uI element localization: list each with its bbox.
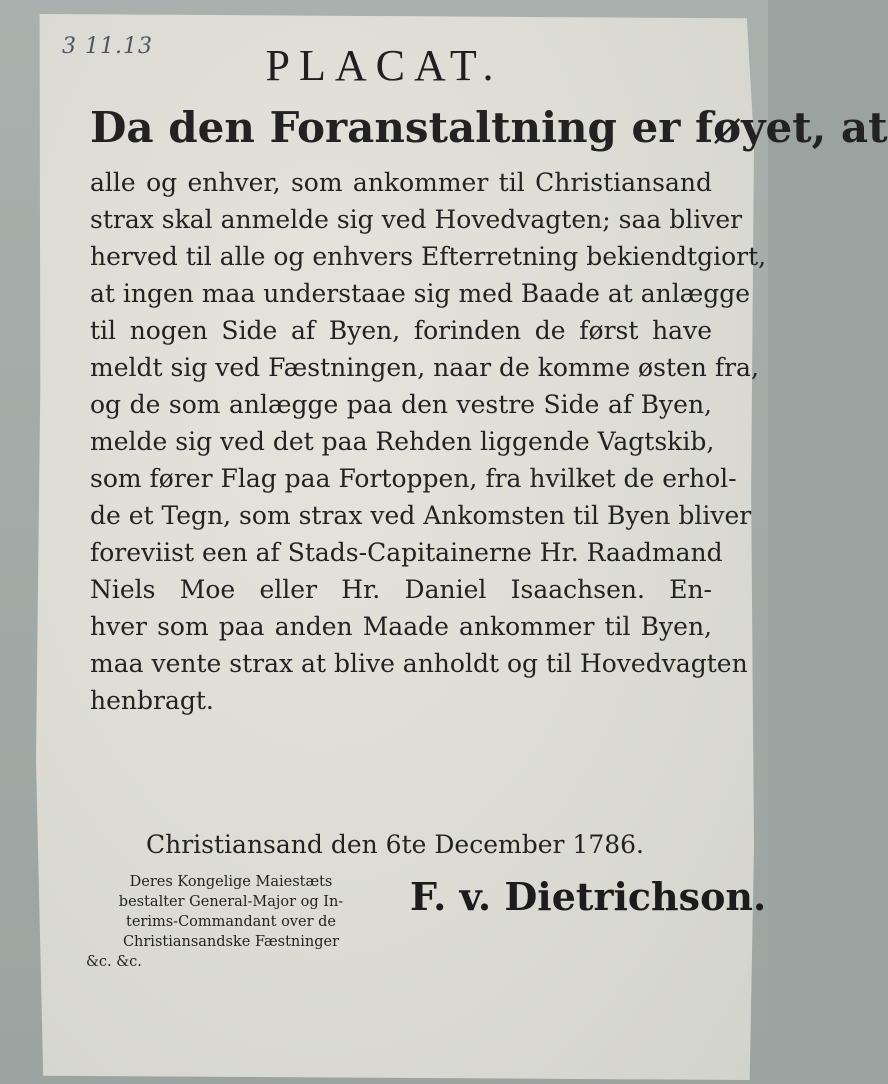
body-line: melde sig ved det paa Rehden liggende Vagtskib, xyxy=(90,427,715,456)
shelfmark-annotation: 3 11.13 xyxy=(62,34,153,59)
body-line: Niels Moe eller Hr. Daniel Isaachsen. En- xyxy=(90,575,712,604)
proclamation-body xyxy=(90,92,888,719)
body-line: strax skal anmelde sig ved Hovedvagten; saa bliver xyxy=(90,205,743,234)
signatory-title xyxy=(86,872,376,972)
title-line: terims-Commandant over de xyxy=(126,914,336,930)
title-line: bestalter General-Major og In- xyxy=(118,894,344,910)
body-line: henbragt. xyxy=(90,686,214,715)
title-line: Deres Kongelige Maiestæts xyxy=(129,874,333,890)
body-line: at ingen maa understaae sig med Baade at anlægge xyxy=(90,279,751,308)
title-line: Christiansandske Fæstninger xyxy=(122,934,340,950)
body-line: herved til alle og enhvers Efterretning bekiendtgiort, xyxy=(90,242,767,271)
body-line: alle og enhver, som ankommer til Christiansand xyxy=(90,168,712,197)
body-line: foreviist een af Stads-Capitainerne Hr. Raadmand xyxy=(90,538,723,567)
body-line: maa vente strax at blive anholdt og til Hovedvagten xyxy=(90,649,748,678)
body-line: som fører Flag paa Fortoppen, fra hvilket de erhol- xyxy=(90,464,737,493)
date-line: Christiansand den 6te December 1786. xyxy=(146,830,644,859)
document-heading: PLACAT. xyxy=(265,41,503,90)
body-line: og de som anlægge paa den vestre Side af Byen, xyxy=(90,390,712,419)
body-line: de et Tegn, som strax ved Ankomsten til Byen bliver xyxy=(90,501,752,530)
body-line: meldt sig ved Fæstningen, naar de komme østen fra, xyxy=(90,353,759,382)
body-line: Da den Foranstaltning er føyet, at xyxy=(90,103,888,152)
signature: F. v. Dietrichson. xyxy=(410,874,767,919)
body-line: til nogen Side af Byen, forinden de først have xyxy=(90,316,712,345)
title-line: &c. &c. xyxy=(86,954,142,970)
body-line: hver som paa anden Maade ankommer til Byen, xyxy=(90,612,712,641)
